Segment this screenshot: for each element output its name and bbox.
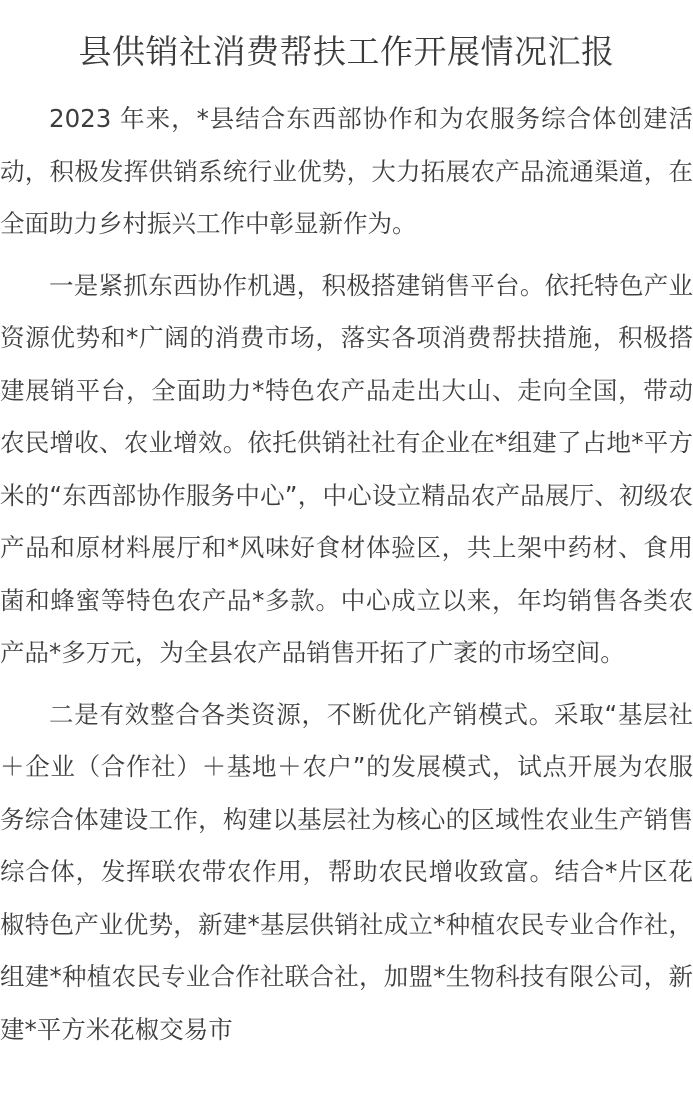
paragraph-point-two: 二是有效整合各类资源，不断优化产销模式。采取“基层社＋企业（合作社）＋基地＋农户”的发展模式，试点开展为农服务综合体建设工作，构建以基层社为核心的区域性农业生产销售综合体，发挥联农带农作用，帮助农民增收致富。结合*片区花椒特色产业优势，新建*基层供销社成立*种植农民专业合作社，组建*种植农民专业合作社联合社，加盟*生物科技有限公司，新建*平方米花椒交易市	[0, 699, 693, 1044]
paragraph-intro: 2023 年来，*县结合东西部协作和为农服务综合体创建活动，积极发挥供销系统行业优势，大力拓展农产品流通渠道，在全面助力乡村振兴工作中彰显新作为。	[0, 104, 693, 238]
document-title: 县供销社消费帮扶工作开展情况汇报	[78, 32, 615, 71]
paragraph-point-one: 一是紧抓东西协作机遇，积极搭建销售平台。依托特色产业资源优势和*广阔的消费市场，落实各项消费帮扶措施，积极搭建展销平台，全面助力*特色农产品走出大山、走向全国，带动农民增收、农业增效。依托供销社社有企业在*组建了占地*平方米的“东西部协作服务中心”，中心设立精品农产品展厅、初级农产品和原材料展厅和*风味好食材体验区，共上架中药材、食用菌和蜂蜜等特色农产品*多款。中心成立以来，年均销售各类农产品*多万元，为全县农产品销售开拓了广袤的市场空间。	[0, 270, 693, 667]
